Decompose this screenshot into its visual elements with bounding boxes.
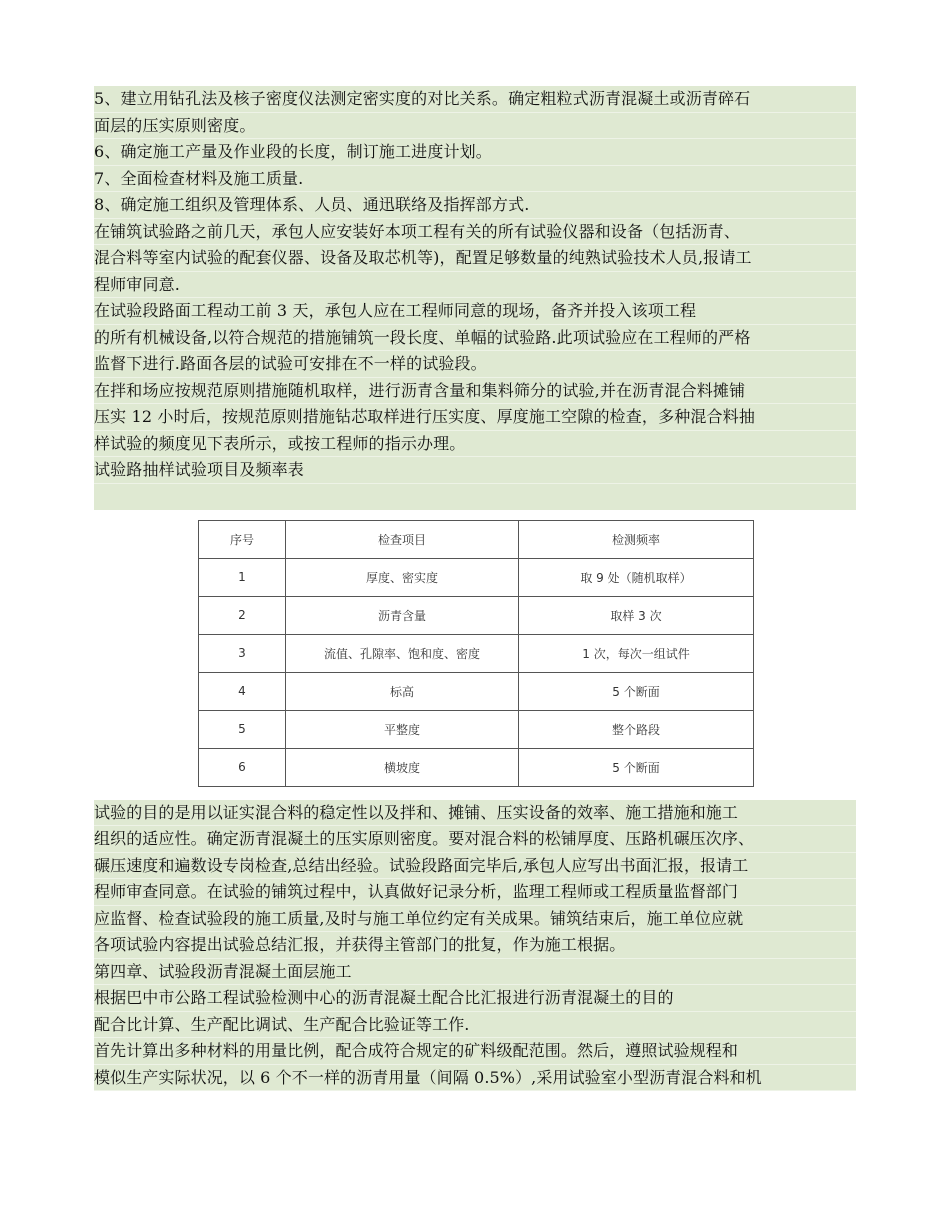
document-body: [94, 86, 856, 1091]
table-cell: 整个路段: [519, 710, 754, 748]
table-cell: 1: [199, 558, 286, 596]
text-line: 样试验的频度见下表所示，或按工程师的指示办理。: [94, 431, 856, 458]
table-row: [199, 634, 754, 672]
text-line: 的所有机械设备,以符合规范的措施铺筑一段长度、单幅的试验路.此项试验应在工程师的严格: [94, 325, 856, 352]
table-header-cell: 检测频率: [519, 520, 754, 558]
text-line: 碾压速度和遍数设专岗检查,总结出经验。试验段路面完毕后,承包人应写出书面汇报，报请工: [94, 853, 856, 880]
sampling-frequency-table: [198, 520, 754, 787]
table-caption: 试验路抽样试验项目及频率表: [94, 457, 856, 484]
text-line: 在试验段路面工程动工前 3 天，承包人应在工程师同意的现场，备齐并投入该项工程: [94, 298, 856, 325]
table-cell: 4: [199, 672, 286, 710]
table-cell: 5 个断面: [519, 748, 754, 786]
chapter-heading: 第四章、试验段沥青混凝土面层施工: [94, 959, 856, 986]
table-cell: 取 9 处（随机取样）: [519, 558, 754, 596]
text-line: 根据巴中市公路工程试验检测中心的沥青混凝土配合比汇报进行沥青混凝土的目的: [94, 985, 856, 1012]
table-cell: 6: [199, 748, 286, 786]
text-line: 应监督、检查试验段的施工质量,及时与施工单位约定有关成果。铺筑结束后，施工单位应就: [94, 906, 856, 933]
table-cell: 横坡度: [286, 748, 519, 786]
table-cell: 5 个断面: [519, 672, 754, 710]
text-line: 模似生产实际状况，以 6 个不一样的沥青用量（间隔 0.5%）,采用试验室小型沥青混合料和机: [94, 1065, 856, 1092]
table-header-row: [199, 520, 754, 558]
text-line: 试验的目的是用以证实混合料的稳定性以及拌和、摊铺、压实设备的效率、施工措施和施工: [94, 800, 856, 827]
table-row: [199, 672, 754, 710]
text-line: 面层的压实原则密度。: [94, 113, 856, 140]
text-line: 各项试验内容提出试验总结汇报，并获得主管部门的批复，作为施工根据。: [94, 932, 856, 959]
text-line: 配合比计算、生产配比调试、生产配合比验证等工作.: [94, 1012, 856, 1039]
spacer: [94, 484, 856, 510]
text-line: 组织的适应性。确定沥青混凝土的压实原则密度。要对混合料的松铺厚度、压路机碾压次序、: [94, 826, 856, 853]
table-row: [199, 710, 754, 748]
table-cell: 厚度、密实度: [286, 558, 519, 596]
text-line: 首先计算出多种材料的用量比例，配合成符合规定的矿料级配范围。然后，遵照试验规程和: [94, 1038, 856, 1065]
text-line: 监督下进行.路面各层的试验可安排在不一样的试验段。: [94, 351, 856, 378]
table-cell: 平整度: [286, 710, 519, 748]
paragraphs-top: [94, 86, 856, 484]
table-cell: 1 次，每次一组试件: [519, 634, 754, 672]
table-header-cell: 检查项目: [286, 520, 519, 558]
text-line: 5、建立用钻孔法及核子密度仪法测定密实度的对比关系。确定粗粒式沥青混凝土或沥青碎石: [94, 86, 856, 113]
text-line: 在铺筑试验路之前几天，承包人应安装好本项工程有关的所有试验仪器和设备（包括沥青、: [94, 219, 856, 246]
text-line: 程师审查同意。在试验的铺筑过程中，认真做好记录分析，监理工程师或工程质量监督部门: [94, 879, 856, 906]
table-cell: 3: [199, 634, 286, 672]
text-line: 混合料等室内试验的配套仪器、设备及取芯机等)，配置足够数量的纯熟试验技术人员,报请工: [94, 245, 856, 272]
paragraphs-bottom: [94, 800, 856, 1092]
text-line: 7、全面检查材料及施工质量.: [94, 166, 856, 193]
table-cell: 5: [199, 710, 286, 748]
table-cell: 流值、孔隙率、饱和度、密度: [286, 634, 519, 672]
table-cell: 取样 3 次: [519, 596, 754, 634]
table-row: [199, 596, 754, 634]
table-row: [199, 748, 754, 786]
text-line: 程师审同意.: [94, 272, 856, 299]
text-line: 压实 12 小时后，按规范原则措施钻芯取样进行压实度、厚度施工空隙的检查，多种混合料抽: [94, 404, 856, 431]
table-cell: 标高: [286, 672, 519, 710]
text-line: 6、确定施工产量及作业段的长度，制订施工进度计划。: [94, 139, 856, 166]
table-row: [199, 558, 754, 596]
table-cell: 沥青含量: [286, 596, 519, 634]
text-line: 8、确定施工组织及管理体系、人员、通迅联络及指挥部方式.: [94, 192, 856, 219]
table-header-cell: 序号: [199, 520, 286, 558]
table-image: [94, 510, 856, 800]
table-cell: 2: [199, 596, 286, 634]
text-line: 在拌和场应按规范原则措施随机取样，进行沥青含量和集料筛分的试验,并在沥青混合料摊铺: [94, 378, 856, 405]
